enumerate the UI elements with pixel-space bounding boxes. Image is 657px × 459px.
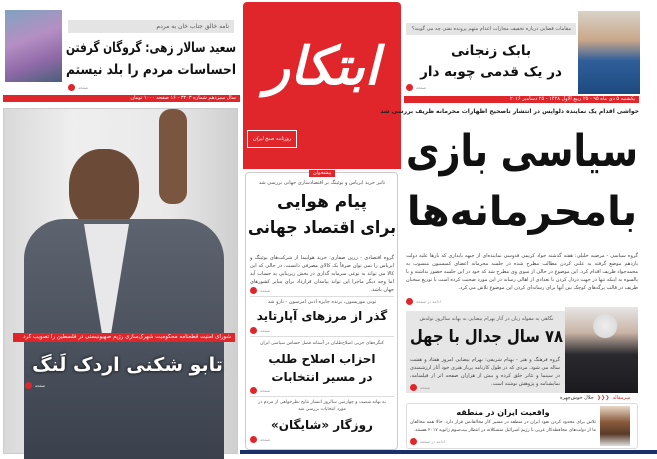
photo-story-headline[interactable]: تابو شکنی اردک لَنگ <box>32 354 223 376</box>
page-marker-icon <box>410 438 417 445</box>
right-top-page-ref: صفحه <box>406 84 426 91</box>
left-top-headline-1[interactable]: سعید سالار زهی: گروگان گرفتن <box>66 40 236 56</box>
divider <box>250 396 394 397</box>
story4-kicker: به بهانه شصت و چهارمین سالروز انتشار نتایج نظرخواهی از مردم در مورد انتخابات بررسی شد <box>258 400 386 412</box>
muppet-photo <box>5 10 62 82</box>
editorial-body: تلاش برای محدود کردن نفوذ ایران در منطقه در مسیر کار مخالفانش قرار دارد. حالا همه مخالفان ما از دولت‌های محافظه‌کار عربی تا رژیم اسرائیل متشکلانه در انتظار بیت‌سوم ژانویه ۲۰۱۷ هستند. <box>410 420 596 433</box>
masthead <box>243 2 401 169</box>
story3-headline-1[interactable]: احزاب اصلاح طلب <box>268 352 376 366</box>
page-marker-icon <box>406 84 413 91</box>
page-marker-icon <box>410 384 417 391</box>
photo-story-kicker: شورای امنیت قطعنامه محکومیت شهرک‌سازی رژیم صهیونیستی در فلسطین را تصویب کرد <box>13 333 235 342</box>
date-strip: یکشنبه ۵ دی ماه ۹۵ - ۲۵ ربیع الاول ۱۴۳۸ - ۲۵ دسامبر ۲۰۱۶ <box>404 96 639 103</box>
footer-bar <box>240 450 657 454</box>
zanjani-photo <box>578 11 640 94</box>
story3-page-ref: صفحه <box>250 387 270 394</box>
story4-headline[interactable]: روزگار «شایگان» <box>271 418 373 432</box>
editorial-page-ref: ادامه در صفحه <box>410 438 445 445</box>
feature-kicker: نگاهی به مقوله زبان در آثار بهرام بیضایی به بهانه سالروز تولدش <box>419 316 554 322</box>
feature-headline[interactable]: ۷۸ سال جدال با جهل <box>410 327 563 347</box>
page-marker-icon <box>250 287 257 294</box>
main-headline-1[interactable]: سیاسی بازی <box>406 126 638 177</box>
masthead-logo: ابتکار <box>264 36 380 97</box>
right-top-headline-2[interactable]: در یک قدمی چوبه دار <box>420 64 562 80</box>
story3-headline-2[interactable]: در مسیر انتخابات <box>271 370 373 384</box>
page-marker-icon <box>250 436 257 443</box>
author-photo <box>600 406 630 446</box>
page-marker-icon <box>68 84 75 91</box>
feature-page-ref: صفحه <box>410 384 430 391</box>
story1-headline-2[interactable]: برای اقتصاد جهانی <box>248 218 396 238</box>
main-body: گروه سیاسی - مرضیه خلیلی: هفته گذشته جواد کریمی قدوسی نماینده‌ای از جبهه پایداری که بارها علیه دولت یازدهم موضع گرفته به علنی کردن مطالب مطرح شده در جلسه محرمانه اعضای کمیسیون منسوب به محمدجواد ظریف اقدام کرد. این موضوع در حالی از سوی وی مطرح شد که خود در این جلسه حضور نداشته و با پالسوه به اینکه تنها در جهت دردل کردن با تعدادی از اهالی رسانه در این مورد صحبت کرده است با توزیع سخنان ظریف در قالب برگه‌های کوچک بین آنها برای رسانه‌ای کردن این موضوع تلاش می کرد. <box>406 253 638 291</box>
issue-strip: سال سیزدهم شماره ۳۲۰۳ - ۱۶ صفحه ۱۰۰۰ تومان <box>3 95 240 102</box>
feature-body: گروه فرهنگ و هنر - بهنام شریفی: بهرام بیضایی امروز هفتاد و هشت ساله می شود. مردی که در طول کارنامه پربار هنری خود آثار ارزشمندی در سینما و تئاتر خلق کرده و بیش از هزاران صفحه اثر از فیلمنامه، نمایشنامه و پژوهش نوشته است. <box>410 357 560 387</box>
page-marker-icon <box>406 298 413 305</box>
story1-body: گروه اقتصادی - زرین صفاری: خرید هواپیما از شرکت‌های بوئینگ و ایرباس را نمی توان صرفاً یک کالای مصرفی دانست. در حالی که این کالا می تواند به نوعی سرمایه گذاری در بخش زیربنایی به حساب آید اما وجه دیگر ماجرا این تواند پیامدان قرارداد برای سایر کشورهای جهان باشد. <box>250 255 394 293</box>
story2-kicker: تونی موریسون، برنده جایزه ادبی امرسون - نارو شد <box>267 299 377 305</box>
page-marker-icon <box>250 387 257 394</box>
story1-page-ref: صفحه <box>250 287 270 294</box>
left-top-kicker: نامه خالق جناب خان به مردم <box>68 20 234 33</box>
story4-page-ref: صفحه <box>250 436 270 443</box>
page-marker-icon <box>250 327 257 334</box>
story3-kicker: کنگره‌های حزبی اصلاح‌طلبان در آستانه فصل حساس سیاسی ایران <box>260 341 384 346</box>
masthead-subtitle: روزنامه صبح ایران <box>247 130 297 148</box>
main-headline-2[interactable]: بامحرمانه‌ها <box>406 189 638 235</box>
story2-headline[interactable]: گذر از مرزهای آپارتاید <box>256 309 388 323</box>
divider <box>250 296 394 297</box>
page-marker-icon <box>25 382 32 389</box>
obama-photo <box>3 108 238 454</box>
main-kicker: حواشی اقدام یک نماینده دلواپس در انتشار ناصحیح اظهارات محرمانه ظریف بررسی شد <box>380 108 639 115</box>
story1-kicker: تاثیر خرید ایرباس و بوئینگ بر اقتصادسازی جهانی بررسی شد <box>258 180 386 186</box>
chevrons-icon: ❮❮❮ <box>596 395 610 401</box>
pishkhan-badge: پیشخوان <box>309 170 335 177</box>
editorial-label: سرمقاله ❮❮❮ جلال خوش‌چهره <box>560 395 631 401</box>
right-top-kicker: مقامات قضایی درباره تخفیف مجازات اعدام متهم پرونده نفتی چه می گویند؟ <box>406 23 576 35</box>
beyzaie-photo <box>565 307 638 393</box>
main-page-ref: ادامه در صفحه <box>406 298 441 305</box>
divider <box>250 336 394 337</box>
photo-story-page-ref: صفحه <box>25 382 45 389</box>
left-top-headline-2[interactable]: احساسات مردم را بلد نیستم <box>65 62 236 78</box>
right-top-headline-1[interactable]: بابک زنجانی <box>450 43 532 59</box>
left-top-page-ref: صفحه <box>68 84 88 91</box>
story1-headline-1[interactable]: پیام هوایی <box>277 192 367 212</box>
editorial-headline[interactable]: واقعیت ایران در منطقه <box>456 408 550 417</box>
story2-page-ref: صفحه <box>250 327 270 334</box>
